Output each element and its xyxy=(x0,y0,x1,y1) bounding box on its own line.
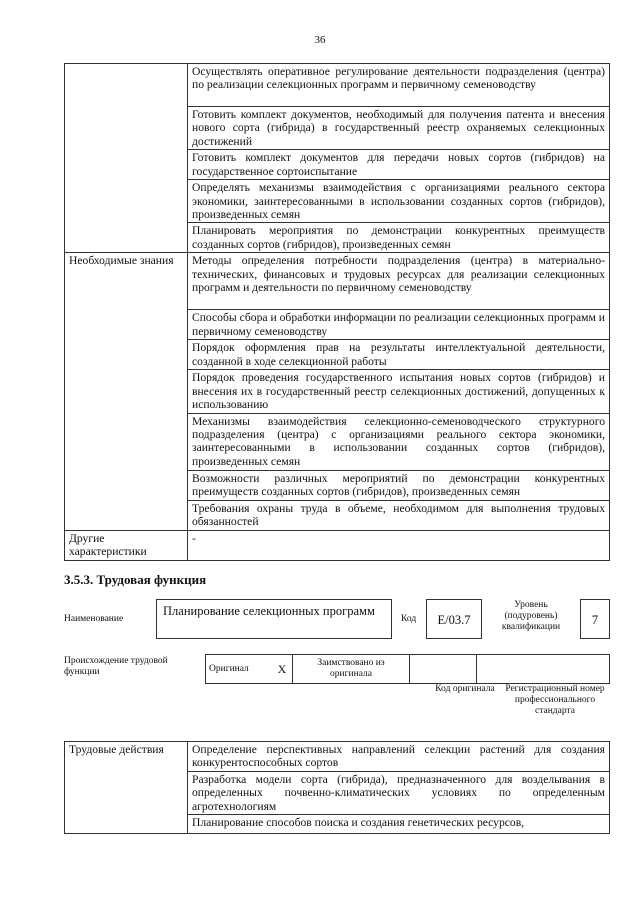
code-value-box: E/03.7 xyxy=(426,599,482,639)
origin-label: Происхождение трудовой функции xyxy=(64,656,168,677)
level-value-box: 7 xyxy=(580,599,610,639)
table-cell-right: Возможности различных мероприятий по демонстрации конкурентных преимуществ созданных сортов (гибридов), произведенных семян xyxy=(188,470,610,500)
original-label: Оригинал xyxy=(206,655,273,684)
table-cell-right: Способы сбора и обработки информации по реализации селекционных программ и первичному семеноводству xyxy=(188,310,610,340)
table-cell-left: Трудовые действия xyxy=(65,742,188,834)
table-cell-right: Определение перспективных направлений селекции растений для создания конкурентоспособных сортов xyxy=(188,742,610,772)
table-cell-left xyxy=(65,64,188,253)
name-label: Наименование xyxy=(64,614,124,624)
table-row xyxy=(206,655,610,684)
section-title: 3.5.3. Трудовая функция xyxy=(64,572,207,587)
table-cell-right: Планировать мероприятия по демонстрации конкурентных преимуществ созданных сортов (гибридов), произведенных семян xyxy=(188,223,610,253)
table-cell-right: Готовить комплект документов, необходимый для получения патента и внесения нового сорта (гибрида) в государственный реестр охраняемых селекционных достижений xyxy=(188,107,610,150)
table-cell-right: Механизмы взаимодействия селекционно-семеноводческого структурного подразделения (центра) с организациями реального сектора экономики, заинтересованными в использовании созданных сортов (гибридов), произведенных семян xyxy=(188,413,610,470)
borrowed-label: Заимствовано из оригинала xyxy=(293,655,410,684)
table-row xyxy=(65,530,610,560)
table-cell-right: Порядок оформления прав на результаты интеллектуальной деятельности, созданной в ходе селекционной работы xyxy=(188,340,610,370)
code-original-label: Код оригинала xyxy=(435,684,495,694)
table-cell-right: Разработка модели сорта (гибрида), предназначенного для возделывания в определенных почвенно-климатических условиях по определенным агротехнологиям xyxy=(188,772,610,815)
table-cell-right: Определять механизмы взаимодействия с организациями реального сектора экономики, заинтересованными в использовании созданных сортов (гибридов), произведенных семян xyxy=(188,180,610,223)
table-cell-left: Другие характеристики xyxy=(65,530,188,560)
table-row xyxy=(65,742,610,772)
knowledge-skills-table xyxy=(64,63,610,561)
origin-table xyxy=(205,654,610,684)
table-cell-right: Методы определения потребности подразделения (центра) в материально-технических, финансовых и трудовых ресурсах для реализации селекционных программ и деятельности по первичному семеноводству xyxy=(188,253,610,310)
table-cell-right: Готовить комплект документов для передачи новых сортов (гибридов) на государственное сортоиспытание xyxy=(188,150,610,180)
original-mark: X xyxy=(272,655,293,684)
table-cell-left: Необходимые знания xyxy=(65,253,188,530)
table-cell-right: Планирование способов поиска и создания генетических ресурсов, xyxy=(188,815,610,834)
code-original-cell xyxy=(410,655,477,684)
code-label: Код xyxy=(401,614,417,624)
name-value-box: Планирование селекционных программ xyxy=(156,599,392,639)
table-cell-right: Требования охраны труда в объеме, необходимом для выполнения трудовых обязанностей xyxy=(188,500,610,530)
table-cell-right: - xyxy=(188,530,610,560)
table-cell-right: Порядок проведения государственного испытания новых сортов (гибридов) и внесения их в государственный реестр селекционных достижений, допущенных к использованию xyxy=(188,370,610,413)
table-row xyxy=(65,253,610,310)
table-cell-right: Осуществлять оперативное регулирование деятельности подразделения (центра) по реализации селекционных программ и первичному семеноводству xyxy=(188,64,610,107)
level-label: Уровень (подуровень) квалификации xyxy=(501,600,561,632)
reg-number-cell xyxy=(477,655,610,684)
reg-number-label: Регистрационный номер профессионального стандарта xyxy=(505,684,605,716)
labor-actions-table xyxy=(64,741,610,834)
table-row xyxy=(65,64,610,107)
page-number: 36 xyxy=(314,34,326,46)
